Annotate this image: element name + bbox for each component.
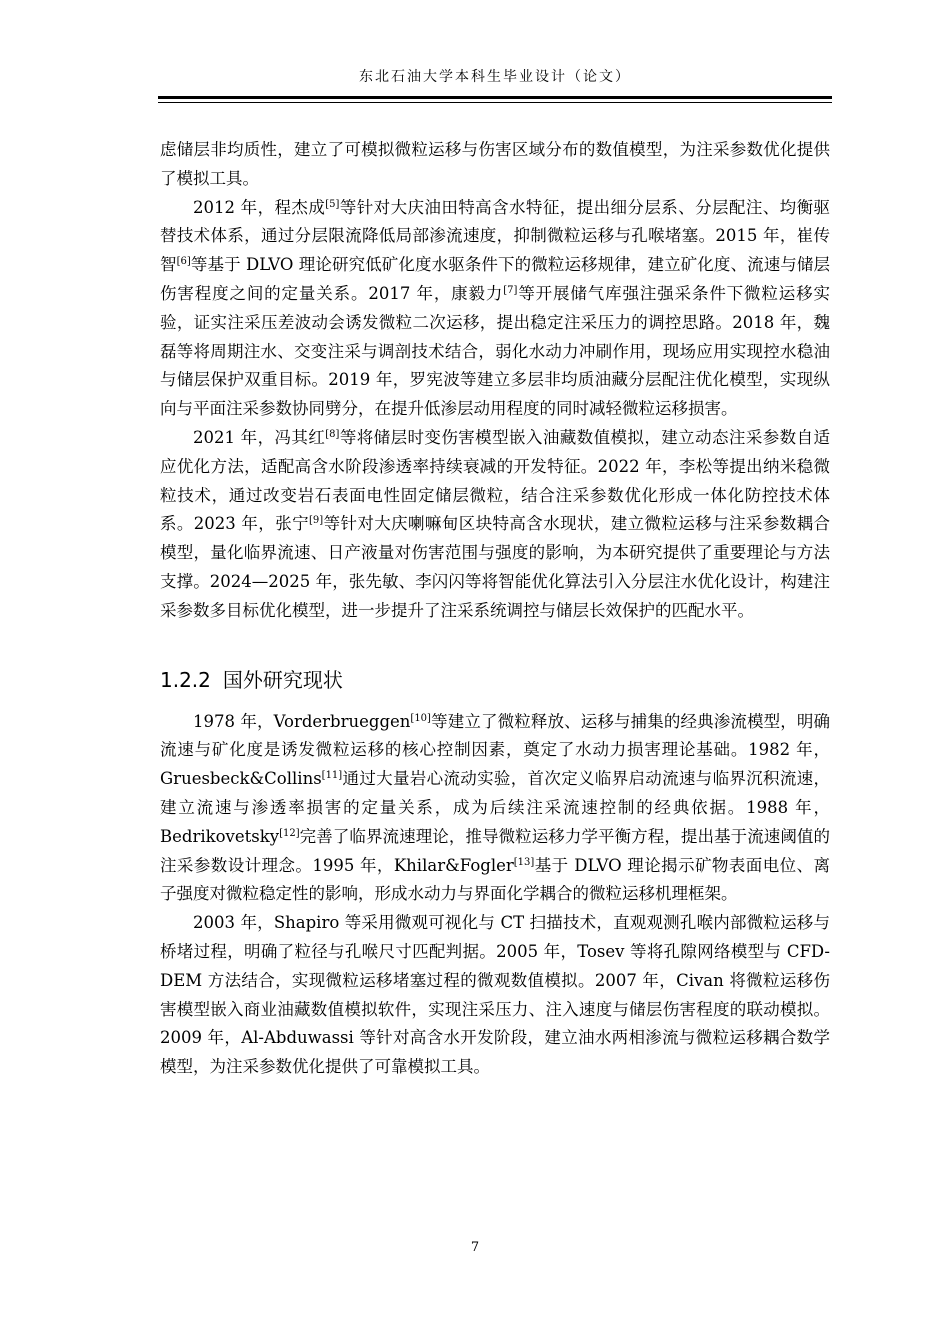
- text-run: 等针对大庆油田特高含水特征，提出细分层系、分层配注、均衡驱替技术体系，通过分层限流降低局部渗流速度，抑制微粒运移与孔喉堵塞。2015 年，崔传智: [160, 197, 831, 275]
- text-run: 完善了临界流速理论，推导微粒运移力学平衡方程，提出基于流速阈值的注采参数设计理念。1995 年，Khilar&Fogler: [160, 826, 830, 875]
- page-body: [160, 136, 830, 1082]
- paragraph-group-foreign: [160, 708, 830, 1082]
- citation-marker: [11]: [321, 770, 343, 782]
- text-run: 等将储层时变伤害模型嵌入油藏数值模拟，建立动态注采参数自适应优化方法，适配高含水阶段渗透率持续衰减的开发特征。2022 年，李松等提出纳米稳微粒技术，通过改变岩石表面电性固定储层微粒，结合注采参数优化形成一体化防控技术体系。2023 年，张宁: [160, 427, 831, 534]
- citation-marker: [8]: [325, 428, 340, 440]
- text-run: 2003 年，Shapiro 等采用微观可视化与 CT 扫描技术，直观观测孔喉内部微粒运移与桥堵过程，明确了粒径与孔喉尺寸匹配判据。2005 年，Tosev 等将孔隙网络模型与 CFD-DEM 方法结合，实现微粒运移堵塞过程的微观数值模拟。2007 年，Civan 将微粒运移伤害模型嵌入商业油藏数值模拟软件，实现注采压力、注入速度与储层伤害程度的联动模拟。2009 年，Al-Abduwassi 等针对高含水开发阶段，建立油水两相渗流与微粒运移耦合数学模型，为注采参数优化提供了可靠模拟工具。: [160, 913, 830, 1077]
- body-paragraph: [160, 136, 830, 194]
- citation-marker: [5]: [325, 198, 340, 210]
- body-paragraph: [160, 424, 830, 626]
- section-number: 1.2.2: [160, 667, 211, 692]
- running-header: 东北石油大学本科生毕业设计（论文）: [359, 69, 631, 85]
- section-heading: [160, 666, 830, 694]
- text-run: 虑储层非均质性，建立了可模拟微粒运移与伤害区域分布的数值模型，为注采参数优化提供了模拟工具。: [160, 140, 830, 188]
- page-number: 7: [470, 1240, 480, 1255]
- body-paragraph: [160, 909, 830, 1082]
- section-title: 国外研究现状: [222, 667, 343, 692]
- text-run: 等针对大庆喇嘛甸区块特高含水现状，建立微粒运移与注采参数耦合模型，量化临界流速、日产液量对伤害范围与强度的影响，为本研究提供了重要理论与方法支撑。2024—2025 年，张先敏、李闪闪等将智能优化算法引入分层注水优化设计，构建注采参数多目标优化模型，进一步提升了注采系统调控与储层长效保护的匹配水平。: [160, 514, 830, 620]
- citation-marker: [12]: [279, 827, 300, 839]
- text-run: 1978 年，Vorderbrueggen: [193, 711, 411, 731]
- body-paragraph: [160, 194, 830, 424]
- header-rule-thick: [158, 96, 832, 99]
- citation-marker: [13]: [513, 856, 535, 868]
- text-run: 2012 年，程杰成: [193, 197, 326, 217]
- text-run: 等建立了微粒释放、运移与捕集的经典渗流模型，明确流速与矿化度是诱发微粒运移的核心控制因素，奠定了水动力损害理论基础。1982 年，Gruesbeck&Collins: [160, 711, 831, 789]
- text-run: 通过大量岩心流动实验，首次定义临界启动流速与临界沉积流速，建立流速与渗透率损害的定量关系，成为后续注采流速控制的经典依据。1988 年，Bedrikovetsky: [160, 769, 830, 846]
- citation-marker: [10]: [410, 712, 431, 724]
- body-paragraph: [160, 708, 830, 910]
- text-run: 等基于 DLVO 理论研究低矿化度水驱条件下的微粒运移规律，建立矿化度、流速与储层伤害程度之间的定量关系。2017 年，康毅力: [160, 255, 831, 303]
- text-run: 等开展储气库强注强采条件下微粒运移实验，证实注采压差波动会诱发微粒二次运移，提出稳定注采压力的调控思路。2018 年，魏磊等将周期注水、交变注采与调剖技术结合，弱化水动力冲刷作用，现场应用实现控水稳油与储层保护双重目标。2019 年，罗宪波等建立多层非均质油藏分层配注优化模型，实现纵向与平面注采参数协同劈分，在提升低渗层动用程度的同时减轻微粒运移损害。: [160, 283, 830, 419]
- citation-marker: [7]: [503, 284, 518, 296]
- paragraph-group-domestic: [160, 136, 830, 626]
- citation-marker: [6]: [176, 256, 191, 268]
- header-rule-thin: [158, 102, 832, 103]
- citation-marker: [9]: [309, 515, 324, 527]
- text-run: 基于 DLVO 理论揭示矿物表面电位、离子强度对微粒稳定性的影响，形成水动力与界面化学耦合的微粒运移机理框架。: [160, 855, 830, 904]
- text-run: 2021 年，冯其红: [193, 427, 326, 447]
